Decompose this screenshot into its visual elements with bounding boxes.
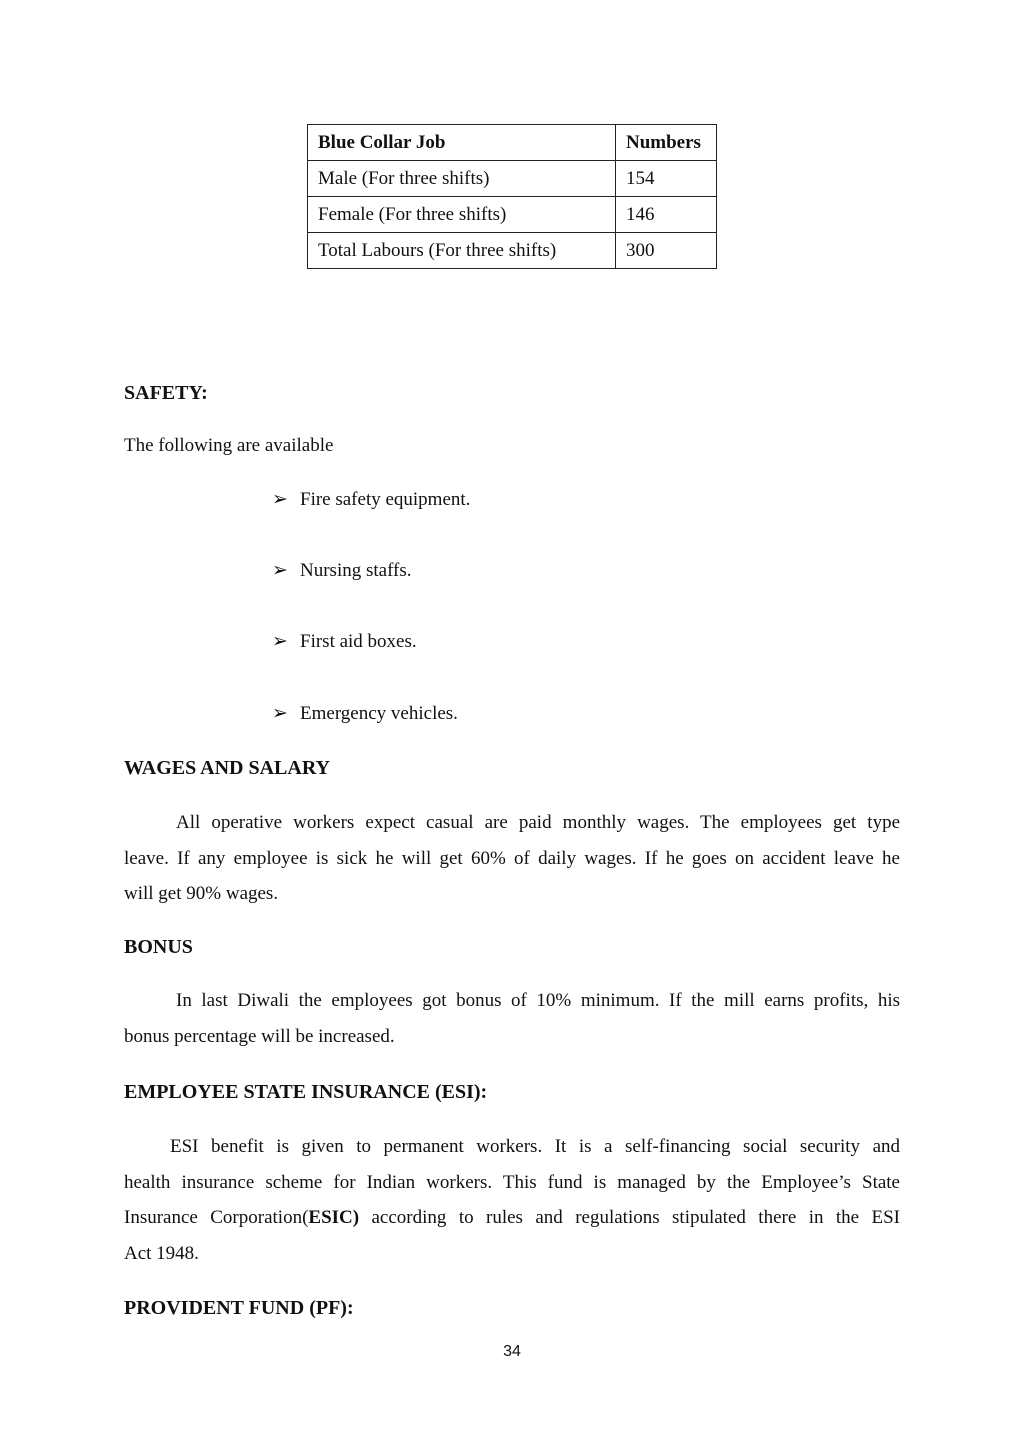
list-item-text: Nursing staffs. xyxy=(300,560,412,581)
bonus-heading: BONUS xyxy=(124,936,193,958)
esi-line3-pre: Insurance Corporation( xyxy=(124,1207,309,1228)
esic-abbreviation: ESIC) xyxy=(308,1207,360,1228)
list-item xyxy=(272,559,412,582)
list-item-text: Emergency vehicles. xyxy=(300,703,458,724)
table-header-cell: Blue Collar Job xyxy=(308,125,616,161)
page-number: 34 xyxy=(503,1343,521,1360)
paragraph-line: In last Diwali the employees got bonus of 10% minimum. If the mill earns profits, his xyxy=(176,990,900,1011)
paragraph-line xyxy=(124,1200,900,1236)
list-item xyxy=(272,630,417,653)
arrow-bullet-icon: ➢ xyxy=(272,703,288,724)
table-row xyxy=(308,161,717,197)
paragraph-line: bonus percentage will be increased. xyxy=(124,1025,395,1047)
list-item xyxy=(272,702,458,725)
paragraph-line: ESI benefit is given to permanent workers. It is a self-financing social security and xyxy=(170,1136,900,1157)
table-header-row xyxy=(308,125,717,161)
table-row xyxy=(308,233,717,269)
table-cell: Male (For three shifts) xyxy=(308,161,616,197)
table-cell: 146 xyxy=(616,197,717,233)
paragraph-line: Act 1948. xyxy=(124,1242,199,1264)
table-cell: Total Labours (For three shifts) xyxy=(308,233,616,269)
arrow-bullet-icon: ➢ xyxy=(272,489,288,510)
list-item-text: Fire safety equipment. xyxy=(300,489,471,510)
blue-collar-table xyxy=(307,124,717,269)
esi-paragraph xyxy=(124,1129,900,1271)
table-row xyxy=(308,197,717,233)
esi-line3-post: according to rules and regulations stipulated there in the ESI xyxy=(359,1207,900,1228)
table-cell: 300 xyxy=(616,233,717,269)
safety-heading: SAFETY: xyxy=(124,382,208,404)
list-item xyxy=(272,488,470,511)
arrow-bullet-icon: ➢ xyxy=(272,631,288,652)
list-item-text: First aid boxes. xyxy=(300,631,417,652)
esi-heading: EMPLOYEE STATE INSURANCE (ESI): xyxy=(124,1081,488,1103)
paragraph-line: will get 90% wages. xyxy=(124,883,279,904)
wages-paragraph xyxy=(124,805,900,912)
paragraph-line: All operative workers expect casual are paid monthly wages. The employees get type xyxy=(176,812,900,833)
paragraph-line: health insurance scheme for Indian workers. This fund is managed by the Employee’s State xyxy=(124,1171,900,1193)
table-cell: 154 xyxy=(616,161,717,197)
bonus-paragraph xyxy=(124,983,900,1054)
safety-intro: The following are available xyxy=(124,435,334,456)
arrow-bullet-icon: ➢ xyxy=(272,560,288,581)
table-header-cell: Numbers xyxy=(616,125,717,161)
wages-heading: WAGES AND SALARY xyxy=(124,757,331,779)
paragraph-line: leave. If any employee is sick he will get 60% of daily wages. If he goes on accident leave he xyxy=(124,847,900,869)
table-cell: Female (For three shifts) xyxy=(308,197,616,233)
pf-heading: PROVIDENT FUND (PF): xyxy=(124,1297,354,1319)
